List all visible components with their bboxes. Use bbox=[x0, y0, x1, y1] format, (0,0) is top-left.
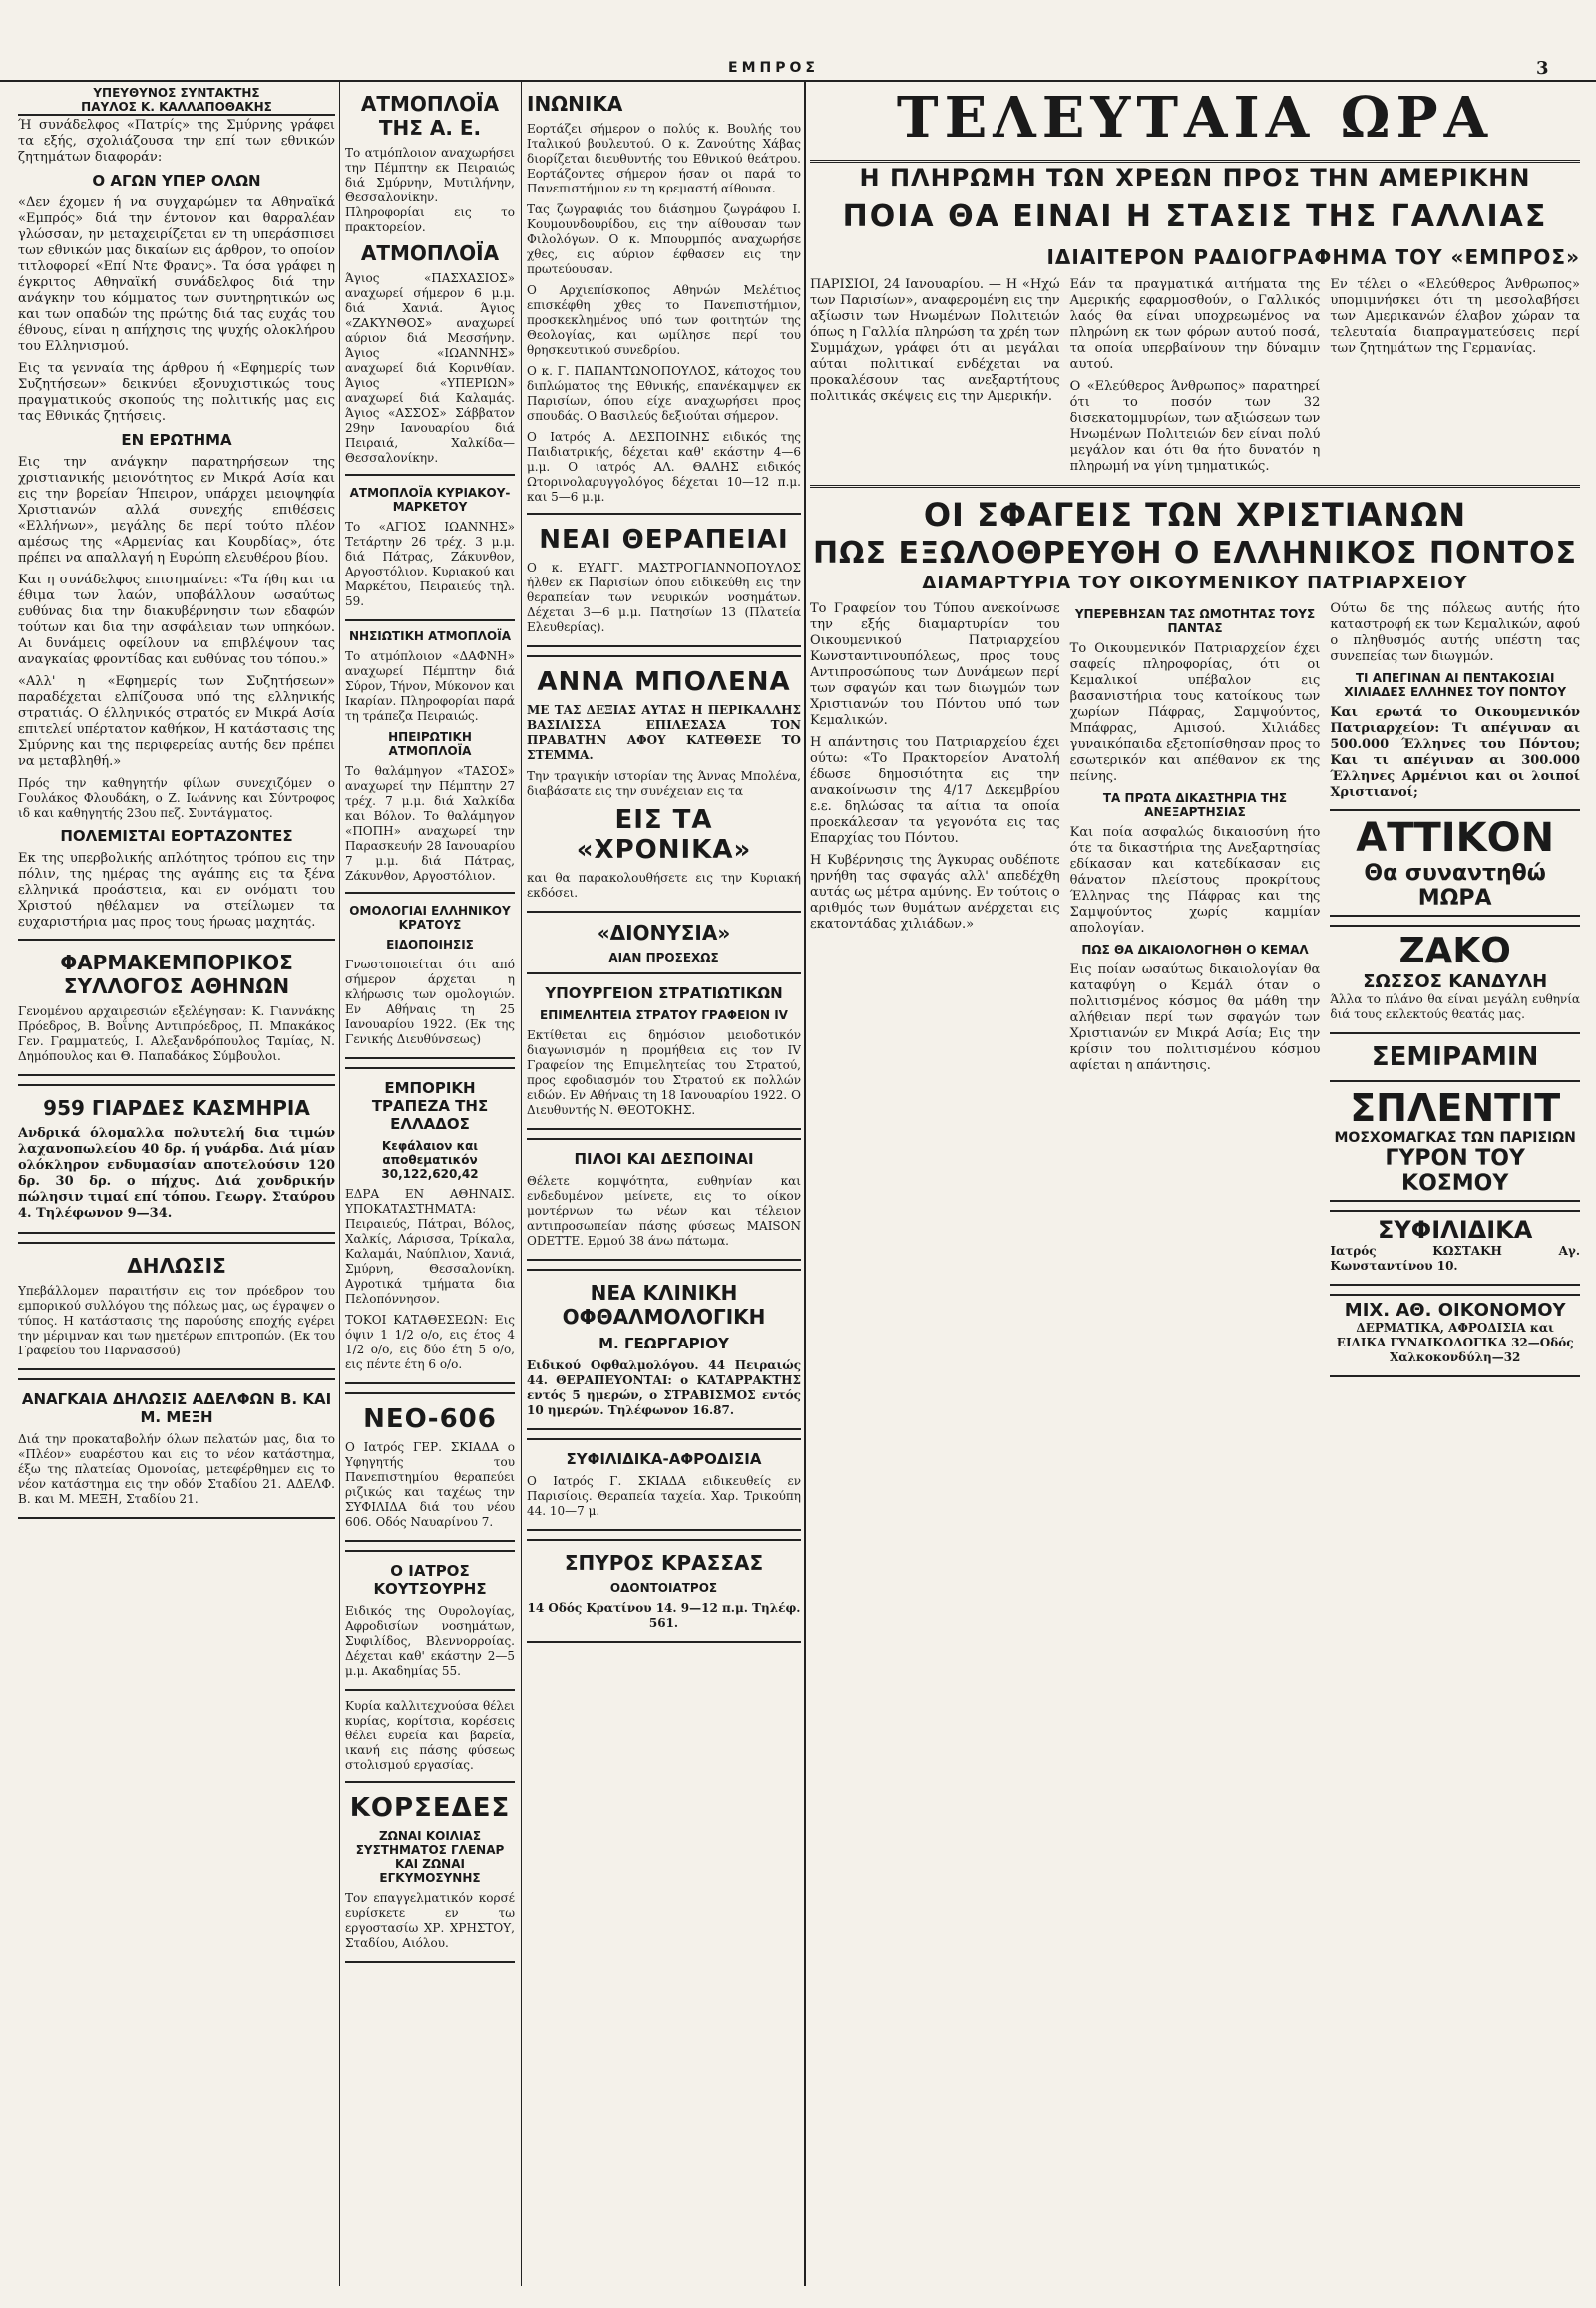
editor-box bbox=[18, 86, 335, 116]
heading-inonika: ΙΝΩΝΙΚΑ bbox=[527, 92, 623, 116]
ad-anagkaia bbox=[18, 1378, 335, 1519]
column-rule-2 bbox=[521, 82, 522, 2286]
ad-syfilidika-2-text: Ιατρός ΚΩΣΤΑΚΗ Αγ. Κωνσταντίνου 10. bbox=[1330, 1244, 1580, 1273]
article-pontos-col-a bbox=[810, 601, 1060, 1385]
ad-syfilidika bbox=[527, 1438, 801, 1531]
trapeza-capital: Κεφάλαιον και αποθεματικόν 30,122,620,42 bbox=[381, 1139, 479, 1181]
ad-kasmir-title: 959 ΓΙΑΡΔΕΣ ΚΑΣΜΗΡΙΑ bbox=[43, 1096, 310, 1120]
heading-omologiai: ΟΜΟΛΟΓΙΑΙ ΕΛΛΗΝΙΚΟΥ ΚΡΑΤΟΥΣ bbox=[349, 904, 511, 932]
sub-omologiai: ΕΙΔΟΠΟΙΗΣΙΣ bbox=[386, 938, 474, 952]
ad-anna-bolena bbox=[527, 655, 801, 913]
ad-zako-text: Άλλα το πλάνο θα είναι μεγάλη ευθηνία διά τους εκλεκτούς θεατάς μας. bbox=[1330, 992, 1580, 1021]
ad-kasmir bbox=[18, 1084, 335, 1234]
ad-kasmir-text: Ανδρικά όλομαλλα πολυτελή δια τιμών λαχανοπωλείου 40 δρ. ή γυάρδα. Διά μίαν ολόκληρον ενδυμασίαν αποτελούσιν 120 δρ. 30 δρ. ο πήχυς. Διά χονδρικήν πώλησιν τιμαί επί τόπου. Γεωργ. Σταύρου 4. Τηλέφωνον 9—34. bbox=[18, 1126, 335, 1221]
article-pontos-col-c bbox=[1330, 601, 1580, 1385]
heading-dikastiria: ΤΑ ΠΡΩΤΑ ΔΙΚΑΣΤΗΡΙΑ ΤΗΣ ΑΝΕΞΑΡΤΗΣΙΑΣ bbox=[1102, 791, 1288, 819]
ad-anagkaia-text: Διά την προκαταβολήν όλων πελατών μας, δια το «Πλέον» ευαρέστου και εις το νέον κατάστημα, έξω της πλατείας Ομονοίας, μετεφέρθημεν εις το νέον κατάστημα εις την οδόν Σταδίου 21. ΑΔΕΛΦ. Β. και Μ. ΜΕΞΗ, Σταδίου 21. bbox=[18, 1432, 335, 1506]
text-papantonopoulos: Ο κ. Γ. ΠΑΠΑΝΤΩΝΟΠΟΥΛΟΣ, κάτοχος του διπλώματος της Εθνικής, επανέκαμψεν εκ Παρισίων, όπου είχε αναχωρήσει προς σπουδάς. Ο Βασιλεύς δεξιούται σήμερον. bbox=[527, 364, 801, 423]
heading-nisiotiki: ΝΗΣΙΩΤΙΚΗ ΑΤΜΟΠΛΟΪΑ bbox=[348, 629, 512, 643]
text-anna-bolena-2: Την τραγικήν ιστορίαν της Άννας Μπολένα, διαβάσατε εις την συνέχειαν εις τα bbox=[527, 769, 801, 798]
pontos-headline-box bbox=[810, 485, 1580, 593]
ad-oikonomou bbox=[1330, 1294, 1580, 1377]
ad-dilosis-text: Υπεβάλλομεν παραιτήσιν εις τον πρόεδρον του εμπορικού συλλόγου της πόλεως μας, ως έγραψεν ο τύπος. Η κατάστασις της παρούσης εποχής εγέρει την μέριμναν και των ημετέρων επιτροπών. (Εκ του Γραφείου του Παρνασσού) bbox=[18, 1284, 335, 1357]
ad-ofthalmologiki bbox=[527, 1269, 801, 1430]
editor-name: ΠΑΥΛΟΣ Κ. ΚΑΛΛΑΠΟΘΑΚΗΣ bbox=[18, 100, 335, 116]
ad-zako-name: ΣΩΣΣΟΣ ΚΑΝΔΥΛΗ bbox=[1363, 971, 1548, 992]
sub-krassas: ΟΔΟΝΤΟΙΑΤΡΟΣ bbox=[609, 1581, 718, 1595]
ad-pharm-text: Γενομένου αρχαιρεσιών εξελέγησαν: Κ. Γιαννάκης Πρόεδρος, Β. Βοΐνης Αντιπρόεδρος, Π. Μπακάκος Γεν. Γραμματεύς, Ι. Αλεξανδρόπουλος Ταμίας, Ν. Δημόπουλος και Θ. Παπαδάκος Σύμβουλοι. bbox=[18, 1004, 335, 1063]
heading-ipeirotiki: ΗΠΕΙΡΩΤΙΚΗ ΑΤΜΟΠΛΟΪΑ bbox=[388, 730, 472, 758]
text-korsedes: Τον επαγγελματικόν κορσέ ευρίσκετε εν τω εργοστασίω ΧΡ. ΧΡΗΣΤΟΥ, Σταδίου, Αιόλου. bbox=[345, 1891, 515, 1950]
ad-splendit-gyros: ΓΥΡΟΝ ΤΟΥ ΚΟΣΜΟΥ bbox=[1385, 1146, 1525, 1196]
column-rule-3 bbox=[804, 82, 806, 2286]
ad-koutsouris bbox=[345, 1550, 515, 1691]
text-atmoploia-2: Άγιος «ΠΑΣΧΑΣΙΟΣ» αναχωρεί σήμερον 6 μ.μ. διά Χανιά. Άγιος «ΖΑΚΥΝΘΟΣ» αναχωρεί αύριον διά Μεσσήνην. Άγιος «ΙΩΑΝΝΗΣ» αναχωρεί διά Κορινθίαν. Άγιος «ΥΠΕΡΙΩΝ» αναχωρεί διά Καλαμάς. Άγιος «ΑΣΣΟΣ» Σάββατον 29ην Ιανουαρίου διά Πειραιά, Χαλκίδα—Θεσσαλονίκην. bbox=[345, 271, 515, 465]
text-pontos-2: Η απάντησις του Πατριαρχείου έχει ούτω: «Το Πρακτορείον Ανατολή έδωσε δημοσιότητα εις την ανακοίνωσιν της 4/17 Δεκεμβρίου ε.ε. δηλώσας τα αίτια τα οποία προεκάλεσαν τα γεγονότα εις τας Επαρχίας του Πόντου. bbox=[810, 735, 1060, 846]
ad-oikonomou-title: ΜΙΧ. ΑΘ. ΟΙΚΟΝΟΜΟΥ bbox=[1344, 1300, 1566, 1321]
sub-korsedes: ΖΩΝΑΙ ΚΟΙΛΙΑΣ ΣΥΣΤΗΜΑΤΟΣ ΓΛΕΝΑΡ ΚΑΙ ΖΩΝΑΙ ΕΓΚΥΜΟΣΥΝΗΣ bbox=[355, 1829, 505, 1885]
text-polemistai: Εκ της υπερβολικής απλότητος τρόπου εις την πόλιν, της ημέρας της αγάπης εις τα ξένα ελληνικά προάστεια, και εν ονόματι του Χριστού ηθέλαμεν να στείλωμεν τα ευχαριστήρια μας προς τους ήρωας μαχητάς. bbox=[18, 851, 335, 930]
text-koutsouris: Ειδικός της Ουρολογίας, Αφροδισίων νοσημάτων, Συφιλίδος, Βλεννορροίας. Δέχεται καθ' εκάστην 2—5 μ.μ. Ακαδημίας 55. bbox=[345, 1604, 515, 1678]
column-3 bbox=[527, 86, 801, 2250]
column-1 bbox=[18, 118, 335, 2282]
headline-diamartyria: ΔΙΑΜΑΡΤΥΡΙΑ ΤΟΥ ΟΙΚΟΥΜΕΝΙΚΟΥ ΠΑΤΡΙΑΡΧΕΙΟΥ bbox=[922, 573, 1468, 593]
heading-erotima: ΕΝ ΕΡΩΤΗΜΑ bbox=[121, 431, 232, 449]
ofthalmologiki-doctor: Μ. ΓΕΩΡΓΑΡΙΟΥ bbox=[598, 1335, 729, 1352]
heading-kuriakou: ΑΤΜΟΠΛΟΪΑ ΚΥΡΙΑΚΟΥ-ΜΑΡΚΕΤΟΥ bbox=[349, 486, 511, 514]
heading-dionysia: «ΔΙΟΝΥΣΙΑ» bbox=[597, 921, 731, 945]
headline-sfageis: ΟΙ ΣΦΑΓΕΙΣ ΤΩΝ ΧΡΙΣΤΙΑΝΩΝ bbox=[923, 496, 1467, 534]
text-chronika: και θα παρακολουθήσετε εις την Κυριακή εκδόσει. bbox=[527, 871, 801, 900]
heading-atmoploia-2: ΑΤΜΟΠΛΟΪΑ bbox=[360, 241, 500, 265]
ad-splendit-title: ΣΠΛΕΝΤΙΤ bbox=[1350, 1086, 1561, 1130]
text-trapeza-tokoi: ΤΟΚΟΙ ΚΑΤΑΘΕΣΕΩΝ: Εις όψιν 1 1/2 ο/ο, εις έτος 4 1/2 ο/ο, εις δύο έτη 5 ο/ο, εις πέντε έτη 6 ο/ο. bbox=[345, 1313, 515, 1371]
heading-neai-therapeiai: ΝΕΑΙ ΘΕΡΑΠΕΙΑΙ bbox=[539, 525, 789, 555]
ad-attikon bbox=[1330, 809, 1580, 917]
text-archiepiskopos: Ο Αρχιεπίσκοπος Αθηνών Μελέτιος επισκέφθη χθες το Πανεπιστήμιον, προσκεκλημένος υπό των φοιτητών της Θεολογίας, και ωμίλησε περί του θρησκευτικού συνεδρίου. bbox=[527, 283, 801, 357]
text-ipeirotiki: Το θαλάμηγον «ΤΑΣΟΣ» αναχωρεί την Πέμπτην 27 τρέχ. 7 μ.μ. διά Χαλκίδα και Βόλον. Το θαλάμηγον «ΠΟΠΗ» αναχωρεί την Παρασκευήν 28 Ιανουαρίου 7 μ.μ. διά Πάτρας, Ζάκυνθον, Αργοστόλιον. bbox=[345, 764, 515, 883]
heading-korsedes: ΚΟΡΣΕΔΕΣ bbox=[349, 1793, 511, 1823]
ad-semiramin: ΣΕΜΙΡΑΜΙΝ bbox=[1371, 1042, 1539, 1072]
ad-dilosis bbox=[18, 1242, 335, 1370]
ad-pharm-title: ΦΑΡΜΑΚΕΜΠΟΡΙΚΟΣ ΣΥΛΛΟΓΟΣ ΑΘΗΝΩΝ bbox=[60, 951, 293, 998]
text-inonika: Εορτάζει σήμερον ο πολύς κ. Βουλής του Ιταλικού βουλευτού. Ο κ. Ζανούτης Χάβας διορίζεται διευθυντής του Εθνικού θεάτρου. Εορτάζοντες σήμερον ήσαν οι παρά το Πανεπιστήμιον εν τη κρεμαστή αίθουσα. bbox=[527, 122, 801, 195]
heading-omotites: ΥΠΕΡΕΒΗΣΑΝ ΤΑΣ ΩΜΟΤΗΤΑΣ ΤΟΥΣ ΠΑΝΤΑΣ bbox=[1074, 607, 1316, 635]
ad-oikonomou-text: ΔΕΡΜΑΤΙΚΑ, ΑΦΡΟΔΙΣΙΑ και ΕΙΔΙΚΑ ΓΥΝΑΙΚΟΛΟΓΙΚΑ 32—Οδός Χαλκοκονδύλη—32 bbox=[1336, 1321, 1574, 1364]
text-ofthalmologiki: Ειδικού Οφθαλμολόγου. 44 Πειραιώς 44. ΘΕΡΑΠΕΥΟΝΤΑΙ: ο ΚΑΤΑΡΡΑΚΤΗΣ εντός 5 ημερών, ο ΣΤΡΑΒΙΣΜΟΣ εντός 10 ημερών. Τηλέφωνον 16.87. bbox=[527, 1358, 801, 1417]
heading-kemal: ΠΩΣ ΘΑ ΔΙΚΑΙΟΛΟΓΗΘΗ Ο ΚΕΜΑΛ bbox=[1081, 943, 1309, 957]
text-trapeza: ΕΔΡΑ ΕΝ ΑΘΗΝΑΙΣ. ΥΠΟΚΑΤΑΣΤΗΜΑΤΑ: Πειραιεύς, Πάτραι, Βόλος, Χαλκίς, Λάρισσα, Τρίκαλα, Καλαμάι, Ναύπλιον, Χανιά, Σμύρνη, Θεσσαλονίκη. Αγροτικά τμήματα δια Πελοπόννησον. bbox=[345, 1187, 515, 1306]
text-iatroi: Ο Ιατρός Α. ΔΕΣΠΟΙΝΗΣ ειδικός της Παιδιατρικής, δέχεται καθ' εκάστην 4—6 μ.μ. Ο ιατρός ΑΛ. ΘΑΛΗΣ ειδικός Ωτορινολαρυγγολόγος δέχεται 10—12 π.μ. και 5—6 μ.μ. bbox=[527, 430, 801, 504]
text-more: Και η συνάδελφος επισημαίνει: «Τα ήθη και τα έθιμα των λαών, υποβάλλουν ωσαύτως ευθύνας δια την διακυβέρνησιν των εδαφών τούτων και δια την ασφάλειαν των υπηκόων. Αι δυνάμεις οφείλουν να επιβλέψουν τας αναγκαίας φροντίδας και ευθύνας του τόπου.» bbox=[18, 573, 335, 667]
text-piloi: Θέλετε κομψότητα, ευθηνίαν και ενδεδυμένον μείνετε, εις το οίκον μοντέρνων τω νέων και τέλειον αντιπροσωπείαν πάσης φύσεως MAISON ODETTE. Ερμού 38 άνω πάτωμα. bbox=[527, 1174, 801, 1248]
ad-pharm bbox=[18, 939, 335, 1076]
ad-syfilidika-2 bbox=[1330, 1210, 1580, 1286]
text-sign: Πρός την καθηγητήν φίλων συνεχιζόμεν ο Γουλάκος Φλουδάκη, ο Ζ. Ιωάννης και Σύντροφος ιδ και καθηγητής 23ου πεζ. Συντάγματος. bbox=[18, 776, 335, 820]
text-pontos-1: Το Γραφείον του Τύπου ανεκοίνωσε την εξής διαμαρτυρίαν του Οικουμενικού Πατριαρχείου Κωνσταντινουπόλεως, προς τους Αντιπροσώπους των Δυνάμεων περί των σφαγών και των διωγμών των Χριστιανών του Πόντου υπό των Κεμαλικών. bbox=[810, 601, 1060, 728]
article-gallia bbox=[810, 277, 1580, 481]
text-ethnos: Εις τα γενναία της άρθρου ή «Εφημερίς των Συζητήσεων» δεικνύει εξονυχιστικώς τους πραγματικούς σκοπούς της πολιτικής μας εις τας Εθνικάς ζητήσεις. bbox=[18, 361, 335, 424]
column-4-body bbox=[810, 277, 1580, 2282]
editor-label: ΥΠΕΥΘΥΝΟΣ ΣΥΝΤΑΚΤΗΣ bbox=[93, 86, 260, 100]
ad-krassas bbox=[527, 1539, 801, 1643]
article-gallia-col-a bbox=[810, 277, 1060, 481]
text-omologiai: Γνωστοποιείται ότι από σήμερον άρχεται η κλήρωσις των ομολογιών. Εν Αθήναις τη 25 Ιανουαρίου 1922. (Εκ της Γενικής Διευθύνσεως) bbox=[345, 958, 515, 1046]
banner-pliromi: Η ΠΛΗΡΩΜΗ ΤΩΝ ΧΡΕΩΝ ΠΡΟΣ ΤΗΝ ΑΜΕΡΙΚΗΝ bbox=[859, 164, 1531, 192]
heading-ypourgeion: ΥΠΟΥΡΓΕΙΟΝ ΣΤΡΑΤΙΩΤΙΚΩΝ bbox=[545, 984, 783, 1002]
text-pontos-3: Η Κυβέρνησις της Άγκυρας ουδέποτε ηρνήθη τας σφαγάς αλλ' απεδέχθη αυτάς ως μέτρα αμύνης. Εν τούτοις ο αριθμός των θυμάτων ανέρχεται εις εκατοντάδας χιλιάδων.» bbox=[810, 853, 1060, 932]
article-pontos-col-b bbox=[1070, 601, 1321, 1385]
ad-splendit-sub: ΜΟΣΧΟΜΑΓΚΑΣ ΤΩΝ ΠΑΡΙΣΙΩΝ bbox=[1334, 1130, 1576, 1146]
heading-anna-bolena: ΑΝΝΑ ΜΠΟΛΕΝΑ bbox=[537, 667, 791, 697]
article-gallia-col-c bbox=[1330, 277, 1580, 481]
text-gallia-2: Εάν τα πραγματικά αιτήματα της Αμερικής εφαρμοσθούν, ο Γαλλικός λαός θα είναι υποχρεωμένος να πληρώνη εκ των φόρων αυτού ποσά, τα οποία υπερβαίνουν την δύναμιν αυτού. bbox=[1069, 277, 1321, 372]
heading-atmoploia-1: ΑΤΜΟΠΛΟΪΑ ΤΗΣ Α. Ε. bbox=[360, 92, 500, 140]
ad-korsedes bbox=[345, 1781, 515, 1963]
page-number: 3 bbox=[1536, 58, 1549, 79]
headline-pontos: ΠΩΣ ΕΞΩΛΟΘΡΕΥΘΗ Ο ΕΛΛΗΝΙΚΟΣ ΠΟΝΤΟΣ bbox=[812, 536, 1578, 571]
text-gallia-4: Εν τέλει ο «Ελεύθερος Άνθρωπος» υπομιμνήσκει ότι τη μεσολαβήσει των Αμερικανών έλαβον χώραν τα τελευταία διαπραγματεύσεις περί των ζητημάτων της Γερμανίας. bbox=[1330, 277, 1580, 356]
ad-kuriakou bbox=[345, 474, 515, 621]
heading-neo606: ΝΕΟ-606 bbox=[363, 1404, 497, 1434]
ad-syfilidika-2-title: ΣΥΦΙΛΙΔΙΚΑ bbox=[1378, 1216, 1533, 1244]
column-rule-1 bbox=[339, 82, 340, 2286]
masthead-teleftaia-ora: ΤΕΛΕΥΤΑΙΑ ΩΡΑ bbox=[810, 82, 1580, 163]
heading-agon: Ο ΑΓΩΝ ΥΠΕΡ ΟΛΩΝ bbox=[92, 172, 261, 190]
ad-zako bbox=[1330, 925, 1580, 1034]
ad-ypourgeion bbox=[527, 972, 801, 1130]
text-ellada: «Αλλ' η «Εφημερίς των Συζητήσεων» παραδέχεται ελπίζουσα υπό της ελληνικής στρατιάς. Ο έλληνικός στρατός εν Μικρά Ασία επιτελεί υπέρτατον καθήκον, Η κατάστασις της Σμύρνης και της περιφερείας αυτής δεν πρέπει να μεταβληθή.» bbox=[18, 674, 335, 769]
ad-attikon-sub: Θα συναντηθώ ΜΩΡΑ bbox=[1364, 861, 1546, 911]
heading-polemistai: ΠΟΛΕΜΙΣΤΑΙ ΕΟΡΤΑΖΟΝΤΕΣ bbox=[60, 827, 293, 845]
text-gallia-1: ΠΑΡΙΣΙΟΙ, 24 Ιανουαρίου. — Η «Ηχώ των Παρισίων», αναφερομένη εις την αξίωσιν των Ηνωμένων Πολιτειών όπως η Γαλλία πληρώση τα χρέη των Συμμάχων, γράφει ότι αι μεγάλαι αύται πολιτικαί ενδέχεται να προκαλέσουν τας ανεξαρτήτους πολιτικάς σκέψεις εις την Αμερικήν. bbox=[810, 277, 1060, 404]
article-gallia-col-b bbox=[1070, 277, 1321, 481]
text-syfilidika: Ο Ιατρός Γ. ΣΚΙΑΔΑ ειδικευθείς εν Παρισίοις. Θεραπεία ταχεία. Χαρ. Τρικούπη 44. 10—7 μ. bbox=[527, 1474, 801, 1518]
ad-neai-therapeiai bbox=[527, 513, 801, 647]
paper-name: ΕΜΠΡΟΣ bbox=[728, 60, 819, 76]
heading-piloi: ΠΙΛΟΙ ΚΑΙ ΔΕΣΠΟΙΝΑΙ bbox=[574, 1150, 754, 1168]
text-ypourgeion: Εκτίθεται εις δημόσιον μειοδοτικόν διαγωνισμόν η προμήθεια εις τον IV Γραφείον της Επιμελητείας του Στρατού, προς εφοδιασμόν του Στρατού εκ πολλών ειδών. Εν Αθήναις τη 18 Ιανουαρίου 1922. Ο Διευθυντής Ν. ΘΕΟΤΟΚΗΣ. bbox=[527, 1028, 801, 1117]
intro-text: Ή συνάδελφος «Πατρίς» της Σμύρνης γράφει τα εξής, σχολιάζουσα την επί των εθνικών ζητημάτων διαφοράν: bbox=[18, 118, 335, 165]
heading-syfilidika: ΣΥΦΙΛΙΔΙΚΑ-ΑΦΡΟΔΙΣΙΑ bbox=[566, 1450, 762, 1468]
text-erotima: Εις την ανάγκην παρατηρήσεων της χριστιανικής μειονότητος εν Μικρά Ασία και εις την βορείαν Ήπειρον, υπάρχει μειοψηφία Χριστιανών αλλά συνεχής επιθέσεις «Ελλήνων», μεγάλης δε περί τούτο πλέον αμέσως της «Αρμενίας και Κουρδίας», ότε πρέπει να απαλλαγή η Ευρώπη ελευθέρου βίου. bbox=[18, 455, 335, 566]
text-atmoploia-1: Το ατμόπλοιον αναχωρήσει την Πέμπτην εκ Πειραιώς διά Σμύρνην, Μυτιλήνην, Θεσσαλονίκην. Πληροφορίαι εις το πρακτορείον. bbox=[345, 146, 515, 234]
text-pontos-c1: Ούτω δε της πόλεως αυτής ήτο καταστροφή εκ των Κεμαλικών, αφού ο πληθυσμός αυτής υπέστη τας συνεπείας των διωγμών. bbox=[1330, 601, 1580, 664]
article-pontos bbox=[810, 601, 1580, 1385]
ad-splendit bbox=[1330, 1080, 1580, 1202]
heading-trapeza: ΕΜΠΟΡΙΚΗ ΤΡΑΠΕΖΑ ΤΗΣ ΕΛΛΑΔΟΣ bbox=[371, 1079, 489, 1133]
heading-500000: ΤΙ ΑΠΕΓΙΝΑΝ ΑΙ ΠΕΝΤΑΚΟΣΙΑΙ ΧΙΛΙΑΔΕΣ ΕΛΛΗΝΕΣ ΤΟΥ ΠΟΝΤΟΥ bbox=[1344, 671, 1567, 699]
column-2 bbox=[345, 86, 515, 2250]
ad-neo606 bbox=[345, 1392, 515, 1542]
sub-ypourgeion: ΕΠΙΜΕΛΗΤΕΙΑ ΣΤΡΑΤΟΥ ΓΡΑΦΕΙΟΝ IV bbox=[540, 1008, 788, 1022]
heading-chronika: ΕΙΣ ΤΑ «ΧΡΟΝΙΚΑ» bbox=[576, 805, 752, 865]
text-pontos-5: Το Οικουμενικόν Πατριαρχείον έχει σαφείς πληροφορίας, ότι οι Κεμαλικοί υπέβαλον εις βασανιστήρια τους κατοίκους των χωρίων Πάφρας, Σαμψούντος, Μπάφρας, Αμισού. Χιλιάδες γυναικόπαιδα εξετοπίσθησαν προς το εσωτερικόν και απέθανον εκ της πείνης. bbox=[1069, 641, 1321, 784]
text-kuria: Κυρία καλλιτεχνούσα θέλει κυρίας, κορίτσια, κορέσεις θέλει ευρεία και βαρεία, ικανή εις πάσης φύσεως στολισμού εργασίας. bbox=[345, 1699, 515, 1772]
ad-trapeza bbox=[345, 1067, 515, 1384]
text-anna-bolena: ΜΕ ΤΑΣ ΔΕΞΙΑΣ ΑΥΤΑΣ Η ΠΕΡΙΚΑΛΛΗΣ ΒΑΣΙΛΙΣΣΑ ΕΠΙΛΕΣΑΣΑ ΤΟΝ ΠΡΑΒΑΤΗΝ ΑΦΟΥ ΚΑΤΕΘΕΣΕ ΤΟ ΣΤΕΜΜΑ. bbox=[527, 703, 801, 762]
text-agon: «Δεν έχομεν ή να συγχαρώμεν τα Αθηναϊκά «Εμπρός» διά την έντονον και θαρραλέαν γλώσσαν, ην μεταχειρίζεται εν τη υπεράσπισει των εθνικών μας δικαίων εις άρθρον, το οποίον τιτλοφορεί «Επί Ντε Φρανς». Τα όσα γράφει η έγκριτος Αθηναϊκή συνάδελφος διά την ανάγκην του κόμματος των συντηρητικών ως και των οπαδών της πρώτης διά τας ευχάς του έθνους, είναι η απήχησις της ψυχής ολοκλήρου του Ελληνισμού. bbox=[18, 195, 335, 354]
ad-anagkaia-title: ΑΝΑΓΚΑΙΑ ΔΗΛΩΣΙΣ ΑΔΕΛΦΩΝ Β. ΚΑΙ Μ. ΜΕΞΗ bbox=[21, 1390, 332, 1426]
banner-stasis-gallias: ΠΟΙΑ ΘΑ ΕΙΝΑΙ Η ΣΤΑΣΙΣ ΤΗΣ ΓΑΛΛΙΑΣ bbox=[842, 199, 1548, 234]
ad-zako-title: ΖΑΚΟ bbox=[1398, 931, 1511, 971]
heading-ofthalmologiki: ΝΕΑ ΚΛΙΝΙΚΗ ΟΦΘΑΛΜΟΛΟΓΙΚΗ bbox=[562, 1281, 766, 1329]
ad-attikon-title: ΑΤΤΙΚΟΝ bbox=[1356, 815, 1555, 861]
text-neo606: Ο Ιατρός ΓΕΡ. ΣΚΙΑΔΑ ο Υφηγητής του Πανεπιστημίου θεραπεύει ριζικώς και ταχέως την ΣΥΦΙΛΙΔΑ διά του νέου 606. Οδός Ναυαρίνου 7. bbox=[345, 1440, 515, 1529]
ad-piloi bbox=[527, 1138, 801, 1261]
heading-krassas: ΣΠΥΡΟΣ ΚΡΑΣΣΑΣ bbox=[564, 1551, 764, 1575]
text-dionysia: ΑΙΑΝ ΠΡΟΣΕΧΩΣ bbox=[608, 951, 719, 964]
text-gallia-3: Ο «Ελεύθερος Άνθρωπος» παρατηρεί ότι το ποσόν των 32 δισεκατομμυρίων, των αξιώσεων των Ηνωμένων Πολιτειών δεν είναι πολύ μεγάλον και ότι θα ήτο δυνατόν η πληρωμή να γίνη τμηματικώς. bbox=[1069, 379, 1321, 474]
ad-omologiai bbox=[345, 892, 515, 1059]
ad-dilosis-title: ΔΗΛΩΣΙΣ bbox=[127, 1254, 226, 1278]
text-pontos-7: Και ποία ασφαλώς δικαιοσύνη ήτο ότε τα δικαστήρια της Ανεξαρτησίας εδίκασαν και κατεδίκασαν εις θάνατον πλείστους προκρίτους Έλληνας της Πάφρας και της Σαμψούντος χωρίς καμμίαν απολογίαν. bbox=[1069, 825, 1321, 936]
text-inonika-2: Τας ζωγραφιάς του διάσημου ζωγράφου Ι. Κουμουνδουρίδου, εις την αίθουσαν των Φιλολόγων. Ο κ. Μπουρμπός αναχωρήσε χθες, εις αύριον έφθασεν εις την πρωτεύουσαν. bbox=[527, 202, 801, 276]
text-kuriakou: Το «ΑΓΙΟΣ ΙΩΑΝΝΗΣ» Τετάρτην 26 τρέχ. 3 μ.μ. διά Πάτρας, Ζάκυνθον, Αργοστόλιον. Κυριακού και Μαρκέτου, Πειραιεύς τηλ. 59. bbox=[345, 520, 515, 608]
text-neai-therapeiai: Ο κ. ΕΥΑΓΓ. ΜΑΣΤΡΟΓΙΑΝΝΟΠΟΥΛΟΣ ήλθεν εκ Παρισίων όπου ειδικεύθη εις την θεραπείαν των νευρικών νοσημάτων. Δέχεται 3—6 μ.μ. Πατησίων 13 (Πλατεία Ελευθερίας). bbox=[527, 561, 801, 634]
heading-koutsouris: Ο ΙΑΤΡΟΣ ΚΟΥΤΣΟΥΡΗΣ bbox=[373, 1562, 487, 1598]
text-nisiotiki: Το ατμόπλοιον «ΔΑΦΝΗ» αναχωρεί Πέμπτην διά Σύρον, Τήνον, Μύκονον και Ικαρίαν. Πληροφορίαι παρά τη τράπεζα Πειραιώς. bbox=[345, 649, 515, 723]
text-pontos-c3: Και ερωτά το Οικουμενικόν Πατριαρχείον: Τι απέγιναν αι 500.000 Έλληνες του Πόντου; Και τι απέγιναν αι 300.000 Έλληνες Αρμένιοι και οι λοιποί Χριστιανοί; bbox=[1330, 705, 1580, 800]
text-pontos-9: Εις ποίαν ωσαύτως δικαιολογίαν θα καταφύγη ο Κεμάλ όταν ο πολιτισμένος κόσμος θα μάθη την αλήθειαν περί των σφαγών των Χριστιανών εν Μικρά Ασία; Εις την κρίσιν του πολιτισμένου κόσμου αφίεται η απάντησις. bbox=[1069, 962, 1321, 1073]
banner-radiografima: ΙΔΙΑΙΤΕΡΟΝ ΡΑΔΙΟΓΡΑΦΗΜΑ ΤΟΥ «ΕΜΠΡΟΣ» bbox=[1046, 245, 1580, 269]
text-krassas: 14 Οδός Κρατίνου 14. 9—12 π.μ. Τηλέφ. 561. bbox=[527, 1601, 801, 1630]
